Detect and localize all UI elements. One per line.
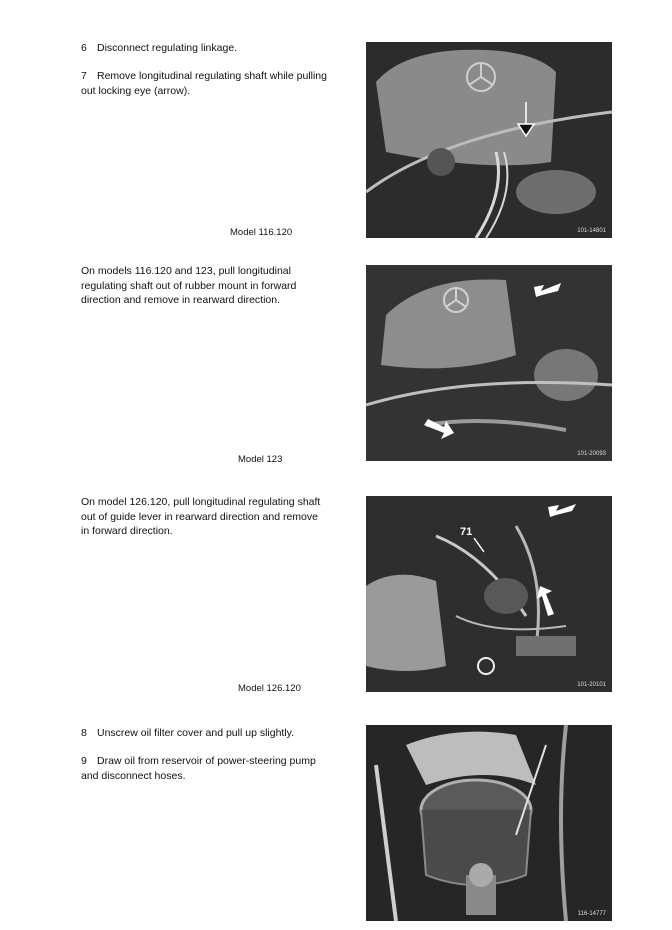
caption-model-116: Model 116.120: [230, 227, 293, 238]
step-9: [81, 754, 331, 783]
section-2-text: On models 116.120 and 123, pull longitudinal regulating shaft out of rubber mount in forward direction and remove in rearward direction.: [81, 265, 297, 306]
engine-photo-illustration-2: [366, 265, 612, 461]
photo-id-4: 116-14777: [577, 911, 606, 917]
step-8-number: 8: [81, 727, 87, 739]
step-7-text: Remove longitudinal regulating shaft while pulling out locking eye (arrow).: [81, 70, 327, 97]
engine-photo-illustration: [366, 42, 612, 238]
photo-engine-123: [366, 265, 612, 461]
photo-id-1: 101-14801: [577, 228, 606, 234]
section-3-text: On model 126.120, pull longitudinal regulating shaft out of guide lever in rearward direction and remove in forward direction.: [81, 496, 321, 537]
callout-71: 71: [460, 526, 473, 538]
photo-engine-126: [366, 496, 612, 692]
step-7: [81, 69, 331, 98]
caption-model-123: Model 123: [238, 454, 283, 465]
photo-engine-116: [366, 42, 612, 238]
step-9-text: Draw oil from reservoir of power-steering pump and disconnect hoses.: [81, 755, 316, 782]
photo-oil-filter: [366, 725, 612, 921]
step-6: [81, 41, 331, 56]
step-8: [81, 726, 331, 741]
step-8-text: Unscrew oil filter cover and pull up slightly.: [97, 727, 295, 739]
step-7-number: 7: [81, 70, 87, 82]
engine-photo-illustration-3: [366, 496, 612, 692]
oil-filter-photo-illustration: [366, 725, 612, 921]
step-9-number: 9: [81, 755, 87, 767]
step-6-number: 6: [81, 42, 87, 54]
step-6-text: Disconnect regulating linkage.: [97, 42, 238, 54]
photo-id-2: 101-20093: [577, 451, 606, 457]
photo-id-3: 101-20101: [577, 682, 606, 688]
caption-model-126: Model 126.120: [238, 683, 301, 694]
